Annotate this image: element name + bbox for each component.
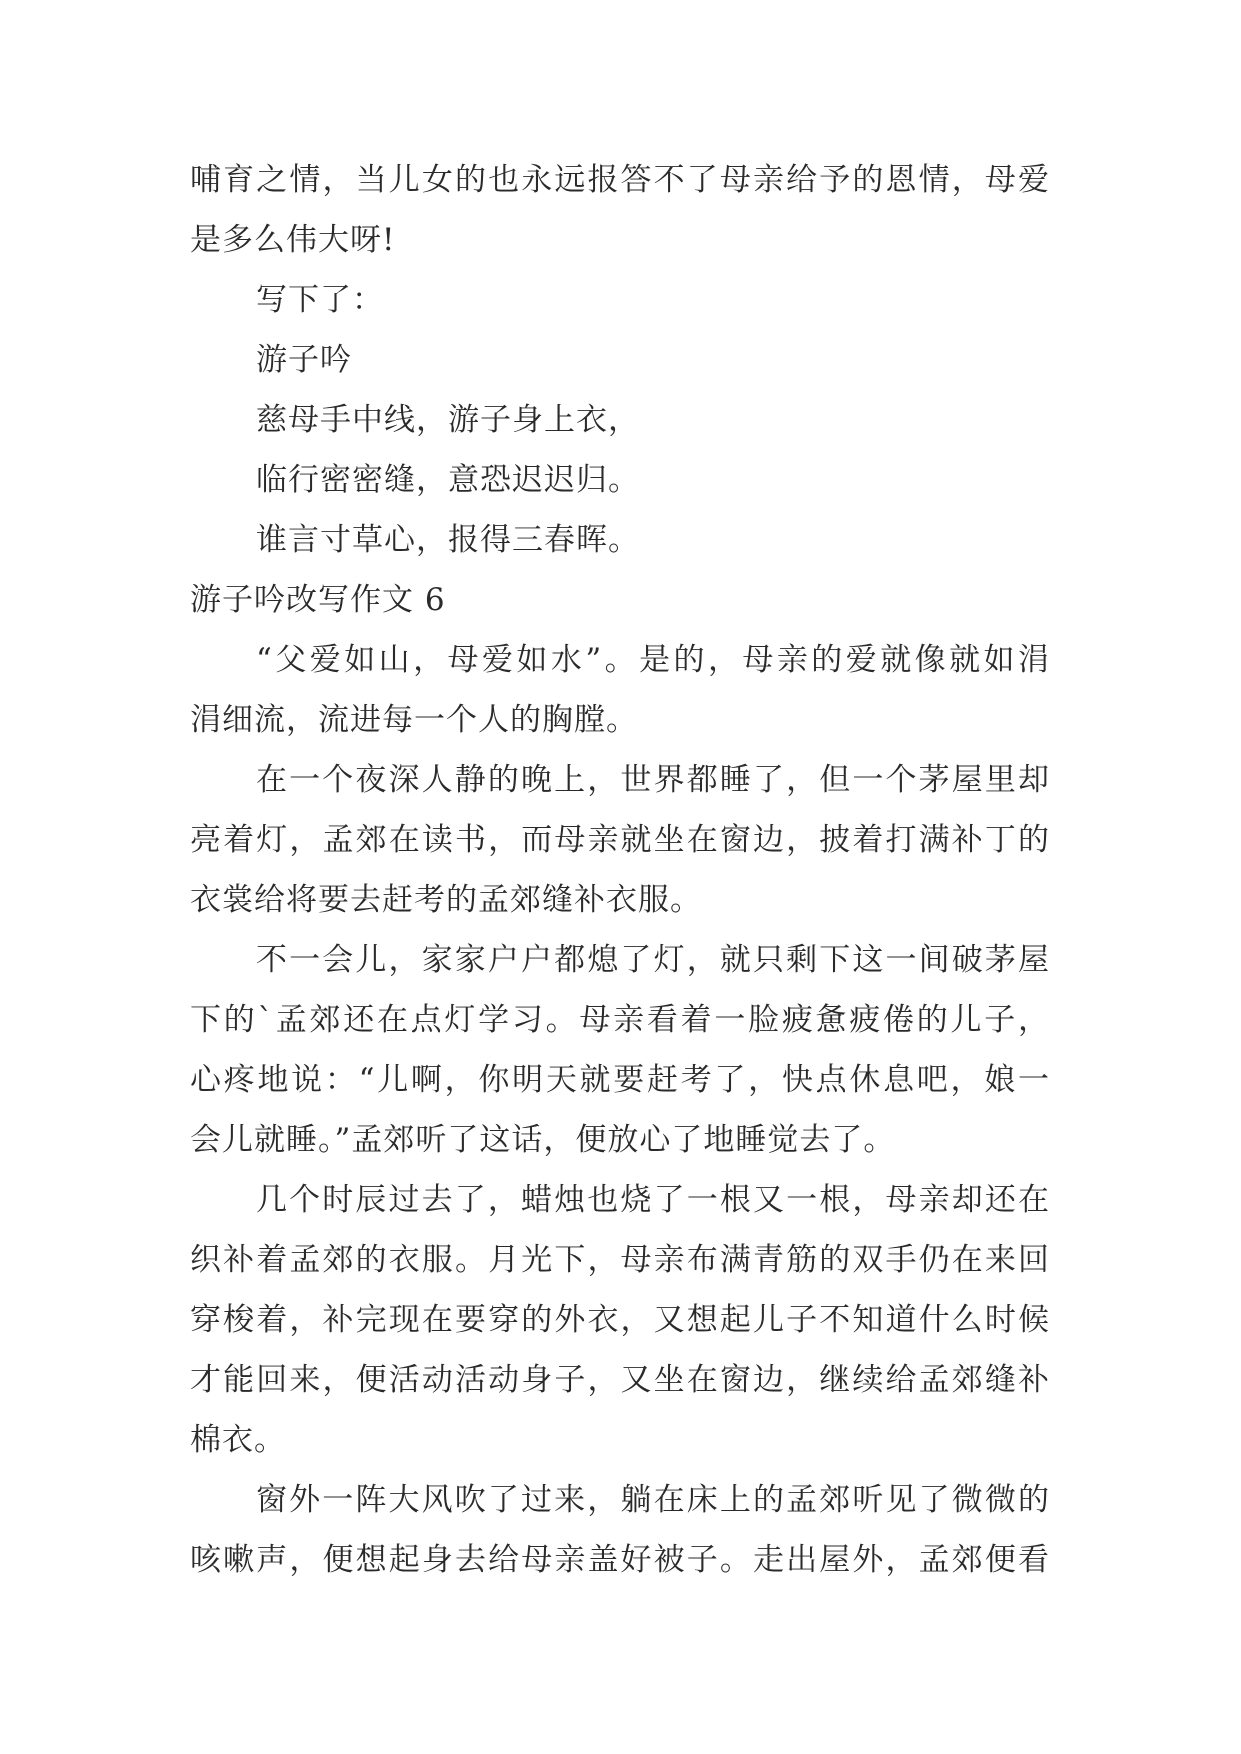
section-heading: 游子吟改写作文 6: [190, 582, 446, 618]
text-line: 涓细流，流进每一个人的胸膛。: [190, 702, 638, 738]
text-line: 写下了：: [256, 282, 384, 318]
text-line: 咳嗽声，便想起身去给母亲盖好被子。走出屋外，孟郊便看: [190, 1542, 1050, 1578]
text-line: “父爱如山，母爱如水”。是的，母亲的爱就像就如涓: [256, 642, 1050, 678]
text-line: 衣裳给将要去赶考的孟郊缝补衣服。: [190, 882, 702, 918]
text-line: 窗外一阵大风吹了过来，躺在床上的孟郊听见了微微的: [256, 1482, 1050, 1518]
text-line: 在一个夜深人静的晚上，世界都睡了，但一个茅屋里却: [256, 762, 1050, 798]
text-line: 会儿就睡。”孟郊听了这话，便放心了地睡觉去了。: [190, 1122, 896, 1158]
poem-line: 谁言寸草心，报得三春晖。: [256, 522, 640, 558]
document-page: [190, 150, 1050, 1590]
text-line: 亮着灯，孟郊在读书，而母亲就坐在窗边，披着打满补丁的: [190, 822, 1050, 858]
text-line: 织补着孟郊的衣服。月光下，母亲布满青筋的双手仍在来回: [190, 1242, 1050, 1278]
text-line: 哺育之情，当儿女的也永远报答不了母亲给予的恩情，母爱: [190, 162, 1050, 198]
text-line: 是多么伟大呀!: [190, 222, 396, 258]
poem-line: 临行密密缝，意恐迟迟归。: [256, 462, 640, 498]
poem-line: 慈母手中线，游子身上衣，: [256, 402, 640, 438]
text-line: 不一会儿，家家户户都熄了灯，就只剩下这一间破茅屋: [256, 942, 1050, 978]
text-line: 穿梭着，补完现在要穿的外衣，又想起儿子不知道什么时候: [190, 1302, 1050, 1338]
poem-title: 游子吟: [256, 342, 352, 378]
text-line: 棉衣。: [190, 1422, 286, 1458]
text-line: 心疼地说：“儿啊，你明天就要赶考了，快点休息吧，娘一: [190, 1062, 1050, 1098]
text-line: 下的`孟郊还在点灯学习。母亲看着一脸疲惫疲倦的儿子，: [190, 1002, 1050, 1038]
text-line: 才能回来，便活动活动身子，又坐在窗边，继续给孟郊缝补: [190, 1362, 1050, 1398]
text-line: 几个时辰过去了，蜡烛也烧了一根又一根，母亲却还在: [256, 1182, 1050, 1218]
